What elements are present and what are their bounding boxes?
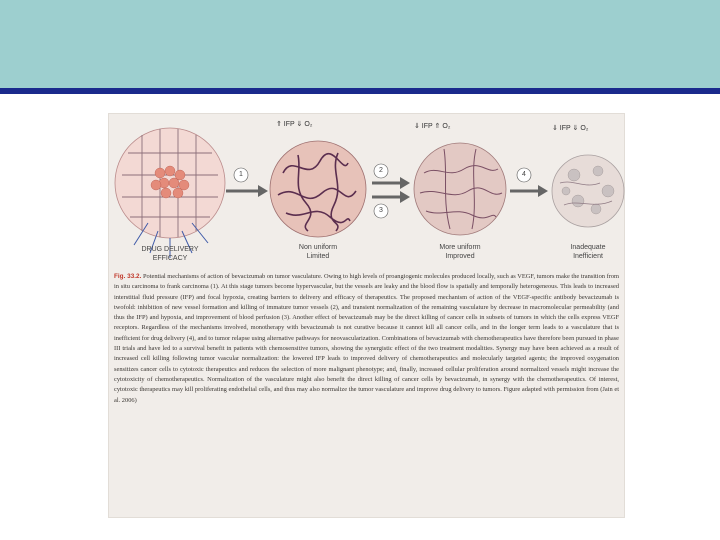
figure-caption (114, 272, 619, 406)
stage-3-label-bottom: Inefficient (573, 253, 603, 260)
stage-1-label (278, 243, 358, 261)
banner-divider (0, 88, 720, 94)
arrow-step-1 (226, 168, 268, 197)
stage-2-label (420, 243, 500, 261)
stage-1-label-top: Non uniform (298, 244, 338, 251)
stage-0-label-bottom: EFFICACY (152, 255, 188, 262)
step-number-4: 4 (522, 171, 526, 178)
stage-1-header: ⇑ IFP ⇓ O₂ (276, 121, 313, 128)
step-number-2: 2 (379, 167, 383, 174)
hypervascular-tumor-illustration (270, 141, 366, 237)
caption-text: Potential mechanisms of action of bevacizumab on tumor vasculature. Owing to high levels of proangiogenic molecules produced locally, such as VEGF, tumors make the transition from in situ carcinoma to frank carcinoma (1). At this stage tumors become hypervascular, but the vessels are leaky and the blood flow is spatially and temporally heterogeneous. This leads to increased interstitial fluid pressure (IFP) and focal hypoxia, creating barriers to delivery and efficacy of therapeutics. The proposed mechanism of action of the VEGF-specific antibody bevacizumab is twofold: inhibition of new vessel formation and killing of immature tumor vessels (2), and transient normalization of the remaining vasculature by decrease in macromolecular permeability (and thus the IFP) and hypoxia, and improvement of blood perfusion (3). Another effect of bevacizumab may be the direct killing of cancer cells in subsets of tumors in which the cells express VEGF receptors. Regardless of the mechanisms involved, monotherapy with bevacizumab is not curative because it cannot kill all cancer cells, and in the longer term leads to a vasculature that is inefficient for drug delivery (4), and to tumor relapse using alternative pathways for neovascularization. Combinations of bevacizumab with chemotherapeutics have therefore been pursued in phase III trials and have led to a survival benefit in patients with chemosensitive tumors, showing the synergistic effect of the two treatment modalities. Synergy may have been achieved as a result of increased cell killing following tumor vascular normalization: the lowered IFP leads to improved delivery of chemotherapeutics and molecularly targeted agents; the improved oxygenation sensitizes cancer cells to cytotoxic therapeutics and reduces the selection of more malignant phenotype; and, finally, increased cellular proliferation around normalized vessels might increase the cytotoxicity of chemotherapeutics. Normalization of the vasculature might also benefit the direct killing of cancer cells by bevacizumab, in synergy with the chemotherapeutics. Of interest, cytotoxic therapeutics may kill proliferating endothelial cells, and thus may also normalize the tumor vasculature and improve drug delivery to tumors. Figure adapted with permission from (Jain et al. 2006) (114, 273, 619, 404)
stage-0-label (130, 245, 210, 263)
stage-2-label-bottom: Improved (445, 253, 475, 260)
figure-number: Fig. 33.2. (114, 273, 142, 280)
figure-illustration (108, 113, 625, 273)
stage-0-label-top: DRUG DELIVERY (141, 246, 199, 253)
arrow-step-4 (510, 168, 548, 197)
stage-3-label-top: Inadequate (570, 244, 606, 251)
stage-1-label-bottom: Limited (306, 253, 330, 260)
scanned-page (108, 113, 625, 518)
step-number-3: 3 (379, 207, 383, 214)
normalized-tumor-illustration (414, 143, 506, 235)
title-banner (0, 0, 720, 88)
step-number-1: 1 (239, 171, 243, 178)
stage-2-label-top: More uniform (439, 244, 481, 251)
stage-3-header: ⇓ IFP ⇓ O₂ (552, 125, 589, 132)
normal-tissue-illustration (115, 128, 225, 258)
stage-2-header: ⇓ IFP ⇑ O₂ (414, 123, 451, 130)
regressed-tumor-illustration (552, 155, 624, 227)
stage-3-label (548, 243, 628, 261)
